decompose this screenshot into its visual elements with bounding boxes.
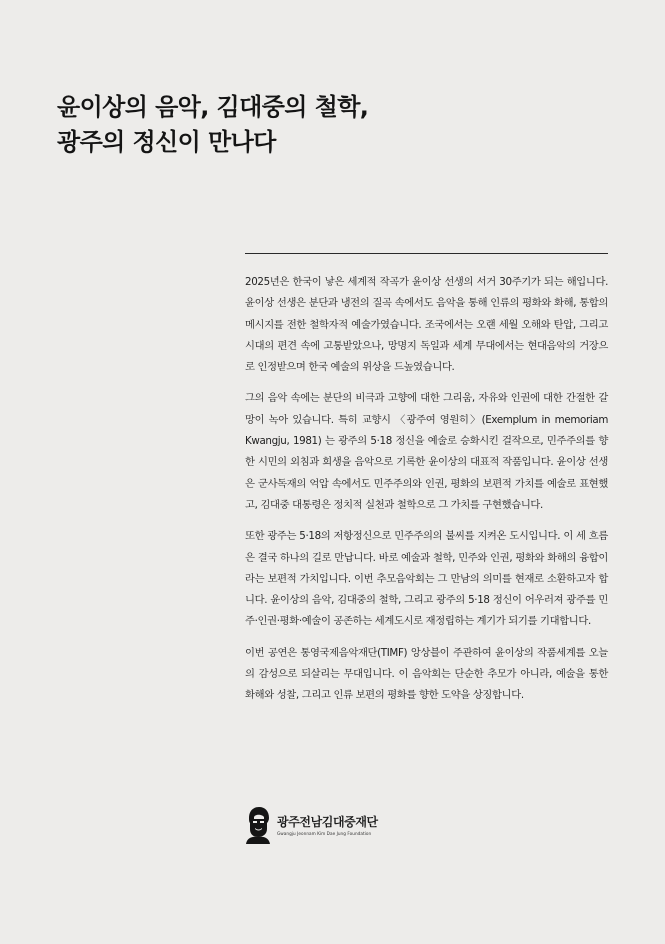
title-line-1: 윤이상의 음악, 김대중의 철학,	[57, 93, 369, 121]
portrait-silhouette-icon	[245, 806, 271, 844]
foundation-name: 광주전남김대중재단	[277, 814, 378, 829]
divider	[245, 253, 608, 254]
page-title	[57, 90, 368, 160]
paragraph-3: 또한 광주는 5·18의 저항정신으로 민주주의의 불씨를 지켜온 도시입니다. 이 세 흐름은 결국 하나의 길로 만납니다. 바로 예술과 철학, 민주와 인권, 평화와 화해의 융합이라는 보편적 가치입니다. 이번 추모음악회는 그 만남의 의미를 현재로 소환하고자 합니다. 윤이상의 음악, 김대중의 철학, 그리고 광주의 5·18 정신이 어우러져 광주를 민주·인권·평화·예술이 공존하는 세계도시로 재정립하는 계기가 되기를 기대합니다.	[245, 530, 608, 628]
body-text	[245, 272, 608, 717]
paragraph-1: 2025년은 한국이 낳은 세계적 작곡가 윤이상 선생의 서거 30주기가 되는 해입니다. 윤이상 선생은 분단과 냉전의 질곡 속에서도 음악을 통해 인류의 평화와 화해, 통합의 메시지를 전한 철학자적 예술가였습니다. 조국에서는 오랜 세월 오해와 탄압, 그리고 시대의 편견 속에 고통받았으나, 망명지 독일과 세계 무대에서는 현대음악의 거장으로 인정받으며 한국 예술의 위상을 드높였습니다.	[245, 276, 608, 374]
title-line-2: 광주의 정신이 만나다	[57, 128, 276, 156]
foundation-english-name: Gwangju Jeonnam Kim Dae Jung Foundation	[277, 830, 372, 836]
foundation-logo	[245, 806, 378, 844]
paragraph-2: 그의 음악 속에는 분단의 비극과 고향에 대한 그리움, 자유와 인권에 대한 간절한 갈망이 녹아 있습니다. 특히 교향시 〈광주여 영원히〉(Exemplum in memoriam Kwangju, 1981) 는 광주의 5·18 정신을 예술로 승화시킨 걸작으로, 민주주의를 향한 시민의 외침과 희생을 음악으로 기록한 윤이상의 대표적 작품입니다. 윤이상 선생은 군사독재의 억압 속에서도 민주주의와 인권, 평화의 보편적 가치를 예술로 표현했고, 김대중 대통령은 정치적 실천과 철학으로 그 가치를 구현했습니다.	[245, 392, 608, 511]
paragraph-4: 이번 공연은 통영국제음악재단(TIMF) 앙상블이 주관하여 윤이상의 작품세계를 오늘의 감성으로 되살리는 무대입니다. 이 음악회는 단순한 추모가 아니라, 예술을 통한 화해와 성찰, 그리고 인류 보편의 평화를 향한 도약을 상징합니다.	[245, 646, 608, 702]
